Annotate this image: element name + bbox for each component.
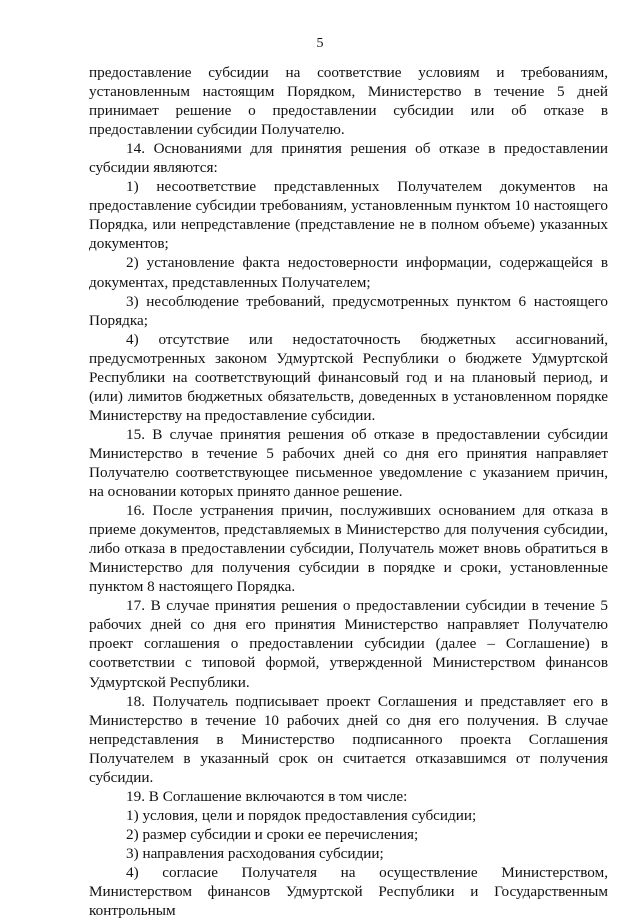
- paragraph-17: 17. В случае принятия решения о предоставлении субсидии в течение 5 рабочих дней со дня его принятия Министерство направляет Получателю проект соглашения о предоставлении субсидии (далее – Соглашение) в соответствии с типовой формой, утвержденной Министерством финансов Удмуртской Республики.: [89, 597, 608, 691]
- paragraph-19: 19. В Соглашение включаются в том числе:: [126, 787, 408, 805]
- paragraph-14-item-4: 4) отсутствие или недостаточность бюджетных ассигнований, предусмотренных законом Удмуртской Республики о бюджете Удмуртской Республики на соответствующий финансовый год и на плановый период, и (или) лимитов бюджетных обязательств, доведенных в установленном порядке Министерству на предоставление субсидии.: [89, 330, 608, 424]
- document-body: [89, 63, 608, 920]
- paragraph-14-item-1: 1) несоответствие представленных Получателем документов на предоставление субсидии требованиям, установленным пунктом 10 настоящего Порядка, или непредставление (представление не в полном объеме) указанных документов;: [89, 178, 608, 253]
- paragraph-19-item-4: 4) согласие Получателя на осуществление Министерством, Министерством финансов Удмуртской Республики и Государственным контрольным: [89, 863, 608, 920]
- paragraph-19-item-3: 3) направления расходования субсидии;: [126, 844, 384, 862]
- paragraph-18: 18. Получатель подписывает проект Соглашения и представляет его в Министерство в течение 10 рабочих дней со дня его получения. В случае непредставления в Министерство подписанного проекта Соглашения Получателем в указанный срок он считается отказавшимся от получения субсидии.: [89, 692, 608, 786]
- page-number: 5: [316, 36, 324, 51]
- paragraph-15: 15. В случае принятия решения об отказе в предоставлении субсидии Министерство в течение 5 рабочих дней со дня его принятия направляет Получателю соответствующее письменное уведомление с указанием причин, на основании которых принято данное решение.: [89, 425, 608, 501]
- paragraph-19-item-2: 2) размер субсидии и сроки ее перечисления;: [126, 825, 419, 843]
- paragraph-19-item-1: 1) условия, цели и порядок предоставления субсидии;: [126, 806, 477, 824]
- paragraph-14-item-2: 2) установление факта недостоверности информации, содержащейся в документах, представленных Получателем;: [89, 254, 608, 291]
- paragraph-14: 14. Основаниями для принятия решения об отказе в предоставлении субсидии являются:: [89, 140, 608, 177]
- paragraph-16: 16. После устранения причин, послуживших основанием для отказа в приеме документов, представляемых в Министерство для получения субсидии, либо отказа в предоставлении субсидии, Получатель может вновь обратиться в Министерство для получения субсидии в порядке и сроки, установленные пунктом 8 настоящего Порядка.: [89, 502, 608, 596]
- paragraph-continuation: предоставление субсидии на соответствие условиям и требованиям, установленным настоящим Порядком, Министерство в течение 5 дней принимает решение о предоставлении субсидии или об отказе в предоставлении субсидии Получателю.: [89, 64, 608, 139]
- paragraph-14-item-3: 3) несоблюдение требований, предусмотренных пунктом 6 настоящего Порядка;: [89, 292, 608, 329]
